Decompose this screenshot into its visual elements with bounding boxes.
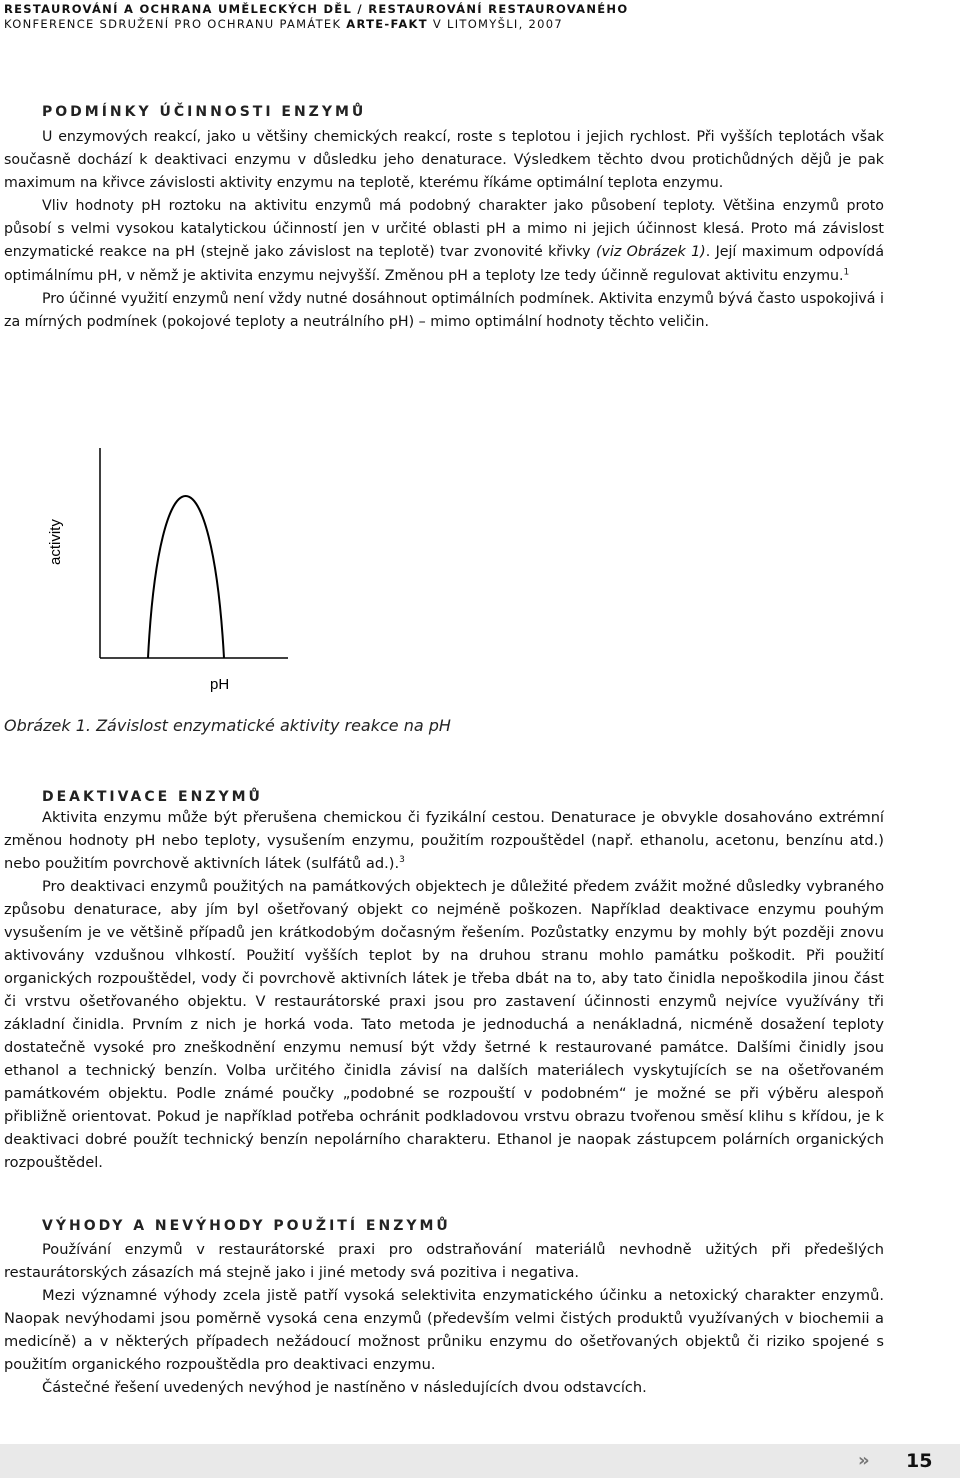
paragraph: Používání enzymů v restaurátorské praxi pro odstraňování materiálů nevhodně užitých při předešlých restaurátorských zásazích má stejně jako i jiné metody svá pozitiva i negativa. — [4, 1241, 884, 1281]
section-pros-cons-body — [4, 1238, 884, 1399]
bell-curve-chart — [30, 440, 300, 700]
figure-reference: (viz Obrázek 1) — [595, 244, 706, 261]
paragraph-text: . Její maximum odpovídá optimálnímu pH, v němž je aktivita enzymu nejvyšší. Změnou pH a teploty lze tedy účinně regulovat aktivitu enzymu. — [4, 244, 885, 284]
page-number: 15 — [906, 1450, 933, 1472]
header-subtitle — [4, 17, 954, 32]
section-heading-conditions: PODMÍNKY ÚČINNOSTI ENZYMŮ — [42, 104, 367, 120]
paragraph-text: Vliv hodnoty pH roztoku na aktivitu enzymů má podobný charakter jako působení teploty. Většina enzymů proto působí s velmi vysokou katalytickou účinností jen v určité oblasti pH a mimo ni jejich účinnost klesá. Proto má závislost enzymatické reakce na pH (stejně jako závislost na teplotě) tvar zvonovité křivky — [4, 198, 884, 261]
header-subtitle-post: V LITOMYŠLI, 2007 — [427, 17, 563, 31]
paragraph: U enzymových reakcí, jako u většiny chemických reakcí, roste s teplotou i jejich rychlost. Při vyšších teplotách však současně dochází k deaktivaci enzymu v důsledku jeho denaturace. Výsledkem těchto dvou protichůdných dějů je pak maximum na křivce závislosti aktivity enzymu na teplotě, kterému říkáme optimální teplota enzymu. — [4, 129, 884, 192]
paragraph: Částečné řešení uvedených nevýhod je nastíněno v následujících dvou odstavcích. — [42, 1379, 647, 1396]
section-heading-pros-cons: VÝHODY A NEVÝHODY POUŽITÍ ENZYMŮ — [42, 1218, 451, 1234]
paragraph: Pro deaktivaci enzymů použitých na památkových objektech je důležité předem zvážit možné důsledky vybraného způsobu denaturace, aby jím byl ošetřovaný objekt co nejméně poškozen. Například deaktivace enzymu pouhým vysušením je ve většině případů jen krátkodobým dočasným řešením. Pozůstatky enzymu by mohly být později znovu aktivovány vzdušnou vlhkostí. Použití vyšších teplot by na druhou stranu mohlo památku poškodit. Při použití organických rozpouštědel, vody či povrchově aktivních látek je třeba dbát na to, aby tato činidla nepoškodila jinou část či vrstvu ošetřovaného objektu. V restaurátorské praxi jsou pro zastavení účinnosti enzymů nejvíce využívány tři základní činidla. Prvním z nich je horká voda. Tato metoda je jednoduchá a nenákladná, nicméně dosažení teploty dostatečně vysoké pro zneškodnění enzymu nemusí být vždy šetrné k restaurované památce. Dalšími činidly jsou ethanol a technický benzín. Volba určitého činidla závisí na dalších materiálech vyskytujících se na ošetřovaném památkovém objektu. Podle známé poučky „podobné se rozpouští v podobném“ je možné se při výběru alespoň přibližně orientovat. Pokud je například potřeba ochránit podkladovou vrstvu obrazu tvořenou směsí klihu s křídou, je k deaktivaci dobré použít technický benzín nepolárního charakteru. Ethanol je naopak zástupcem polárních organických rozpouštědel. — [4, 878, 884, 1171]
paragraph — [4, 195, 884, 287]
paragraph — [4, 806, 884, 875]
figure-chart — [30, 440, 300, 700]
paragraph-text: Aktivita enzymu může být přerušena chemickou či fyzikální cestou. Denaturace je obvykle dosahováno extrémní změnou hodnoty pH nebo teploty, vysušením enzymu, použitím rozpouštědel (např. ethanolu, acetonu, benzínu atd.) nebo použitím povrchově aktivních látek (sulfátů ad.). — [4, 809, 884, 872]
paragraph: Mezi významné výhody zcela jistě patří vysoká selektivita enzymatického účinku a netoxický charakter enzymů. Naopak nevýhodami jsou poměrně vysoká cena enzymů (především velmi čistých produktů využívaných v biochemii a medicíně) a v některých případech nežádoucí možnost průniku enzymu do ošetřovaných objektů či riziko spojené s použitím organického rozpouštědla pro deaktivaci enzymu. — [4, 1287, 884, 1373]
footnote-marker: 1 — [843, 266, 850, 277]
figure-caption: Obrázek 1. Závislost enzymatické aktivity reakce na pH — [4, 716, 451, 735]
x-axis-label: pH — [210, 676, 230, 693]
section-heading-deactivation: DEAKTIVACE ENZYMŮ — [42, 789, 263, 805]
running-header — [4, 2, 954, 32]
y-axis-label: activity — [47, 519, 64, 565]
next-page-arrow-icon: » — [858, 1450, 870, 1471]
header-subtitle-bold: ARTE-FAKT — [346, 17, 428, 31]
footer-bar — [0, 1444, 960, 1478]
section-deactivation-body — [4, 806, 884, 1174]
header-subtitle-pre: KONFERENCE SDRUŽENÍ PRO OCHRANU PAMÁTEK — [4, 17, 347, 31]
section-conditions-body — [4, 126, 884, 334]
footnote-marker: 3 — [399, 855, 405, 866]
paragraph: Pro účinné využití enzymů není vždy nutné dosáhnout optimálních podmínek. Aktivita enzymů bývá často uspokojivá i za mírných podmínek (pokojové teploty a neutrálního pH) – mimo optimální hodnoty těchto veličin. — [4, 290, 884, 330]
bell-curve-series — [148, 496, 224, 658]
header-title: RESTAUROVÁNÍ A OCHRANA UMĚLECKÝCH DĚL / RESTAUROVÁNÍ RESTAUROVANÉHO — [4, 2, 629, 16]
